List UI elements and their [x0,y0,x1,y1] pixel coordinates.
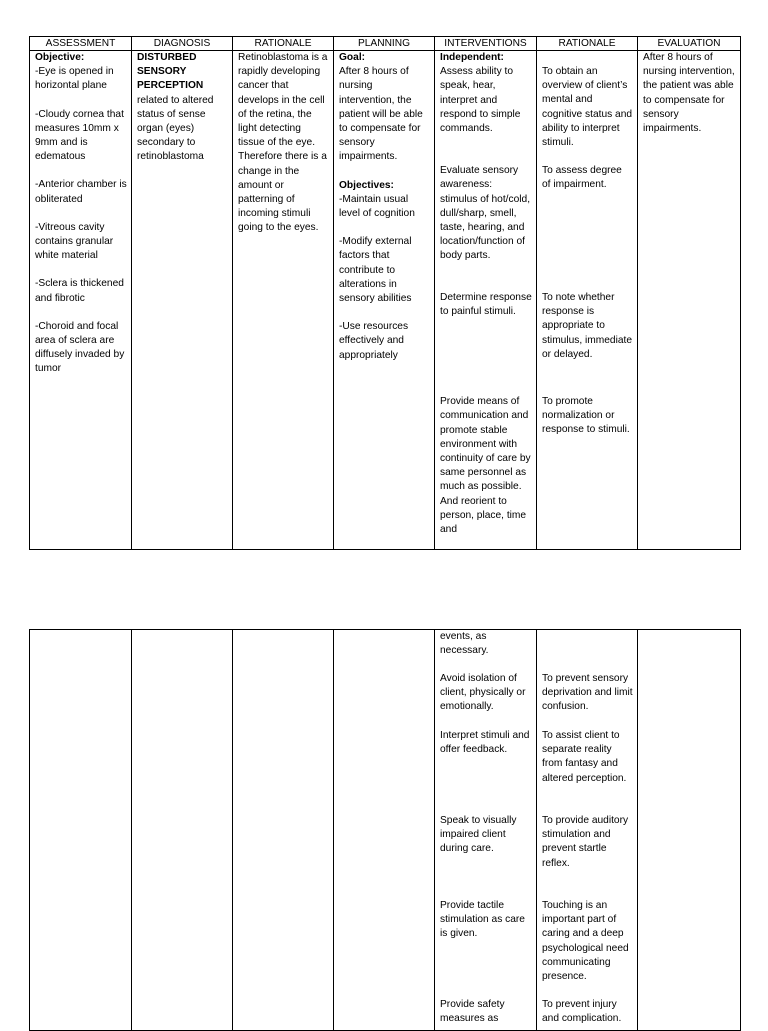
continuation-row [30,630,741,1031]
col-header-diagnosis: DIAGNOSIS [132,37,233,51]
intervention-item: Determine response to painful stimuli. [440,292,532,318]
intervention-rationale-item: Touching is an important part of caring and a deep psychological need communicating presence. [542,900,629,983]
care-plan-table-page-2 [29,629,741,1031]
header-row [30,37,741,51]
intervention-item: Speak to visually impaired client during care. [440,815,517,855]
objective-item: -Modify external factors that contribute to alterations in sensory abilities [339,236,412,305]
intervention-rationale-item: To promote normalization or response to stimuli. [542,396,630,436]
intervention-rationale-cell [537,51,638,550]
interventions-cell [435,51,537,550]
col-header-rationale-2: RATIONALE [537,37,638,51]
diagnosis-title: DISTURBED SENSORY PERCEPTION [137,52,204,92]
intervention-item: Provide safety measures as [440,999,505,1025]
intervention-rationale-item: To note whether response is appropriate to stimulus, immediate or delayed. [542,292,633,360]
col-header-assessment: ASSESSMENT [30,37,132,51]
interventions-heading: Independent: [440,52,504,63]
assessment-item: -Sclera is thickened and fibrotic [35,278,124,304]
evaluation-text: After 8 hours of nursing intervention, the patient was able to compensate for sensory impairments. [643,52,735,135]
assessment-cell [30,51,132,550]
assessment-item: -Choroid and focal area of sclera are diffusely invaded by tumor [35,320,125,375]
col-header-rationale: RATIONALE [233,37,334,51]
objective-item: -Maintain usual level of cognition [339,193,415,220]
evaluation-cell [638,51,741,550]
intervention-item: Provide tactile stimulation as care is given. [440,900,525,940]
assessment-item: -Eye is opened in horizontal plane [35,66,114,92]
assessment-item: -Vitreous cavity contains granular white material [35,221,114,262]
evaluation-cell-cont [638,630,741,1031]
intervention-rationale-item [542,630,633,672]
care-plan-table-page-1 [29,36,741,550]
planning-cell-cont [334,630,435,1031]
intervention-rationale-item: To assess degree of impairment. [542,165,622,191]
col-header-evaluation: EVALUATION [638,37,741,51]
interventions-cell-cont [435,630,537,1031]
diagnosis-rationale-cell-cont [233,630,334,1031]
intervention-item: Evaluate sensory awareness: stimulus of hot/cold, dull/sharp, smell, taste, hearing, and location/function of body parts. [440,165,531,262]
intervention-rationale-item: To obtain an overview of client’s mental and cognitive status and ability to interpret stimuli. [542,66,633,149]
intervention-item: Provide means of communication and promote stable environment with continuity of care by same personnel as much as possible. And reorient to person, place, time and [440,396,531,536]
goal-label: Goal: [339,52,366,63]
assessment-heading: Objective: [35,52,85,63]
intervention-item: Interpret stimuli and offer feedback. [440,730,530,756]
planning-cell [334,51,435,550]
diagnosis-cell [132,51,233,550]
diagnosis-rationale-cell [233,51,334,550]
diagnosis-text: related to altered status of sense organ (eyes) secondary to retinoblastoma [137,94,214,163]
assessment-cell-cont [30,630,132,1031]
objective-item: -Use resources effectively and appropriately [339,321,409,361]
col-header-planning: PLANNING [334,37,435,51]
col-header-interventions: INTERVENTIONS [435,37,537,51]
intervention-rationale-item: To prevent injury and complication. [542,999,622,1025]
objectives-label: Objectives: [339,179,394,191]
intervention-item: Assess ability to speak, hear, interpret and respond to simple commands. [440,66,521,135]
intervention-rationale-item: To prevent sensory deprivation and limit confusion. [542,673,633,713]
goal-text: After 8 hours of nursing intervention, the patient will be able to compensate for sensory impairments. [339,66,423,163]
diagnosis-cell-cont [132,630,233,1031]
body-row [30,51,741,550]
intervention-rationale-item: To assist client to separate reality from fantasy and altered perception. [542,730,627,784]
intervention-rationale-cell-cont [537,630,638,1031]
assessment-item: -Anterior chamber is obliterated [35,179,127,205]
intervention-rationale-item: To provide auditory stimulation and prevent startle reflex. [542,815,629,869]
intervention-item: events, as necessary. [440,631,489,657]
diagnosis-rationale-text: Retinoblastoma is a rapidly developing cancer that develops in the cell of the retina, the light detecting tissue of the eye. Therefore there is a change in the amount or patterning of incoming stimuli going to the eyes. [238,52,328,234]
assessment-item: -Cloudy cornea that measures 10mm x 9mm and is edematous [35,108,124,163]
intervention-item: Avoid isolation of client, physically or emotionally. [440,673,526,713]
